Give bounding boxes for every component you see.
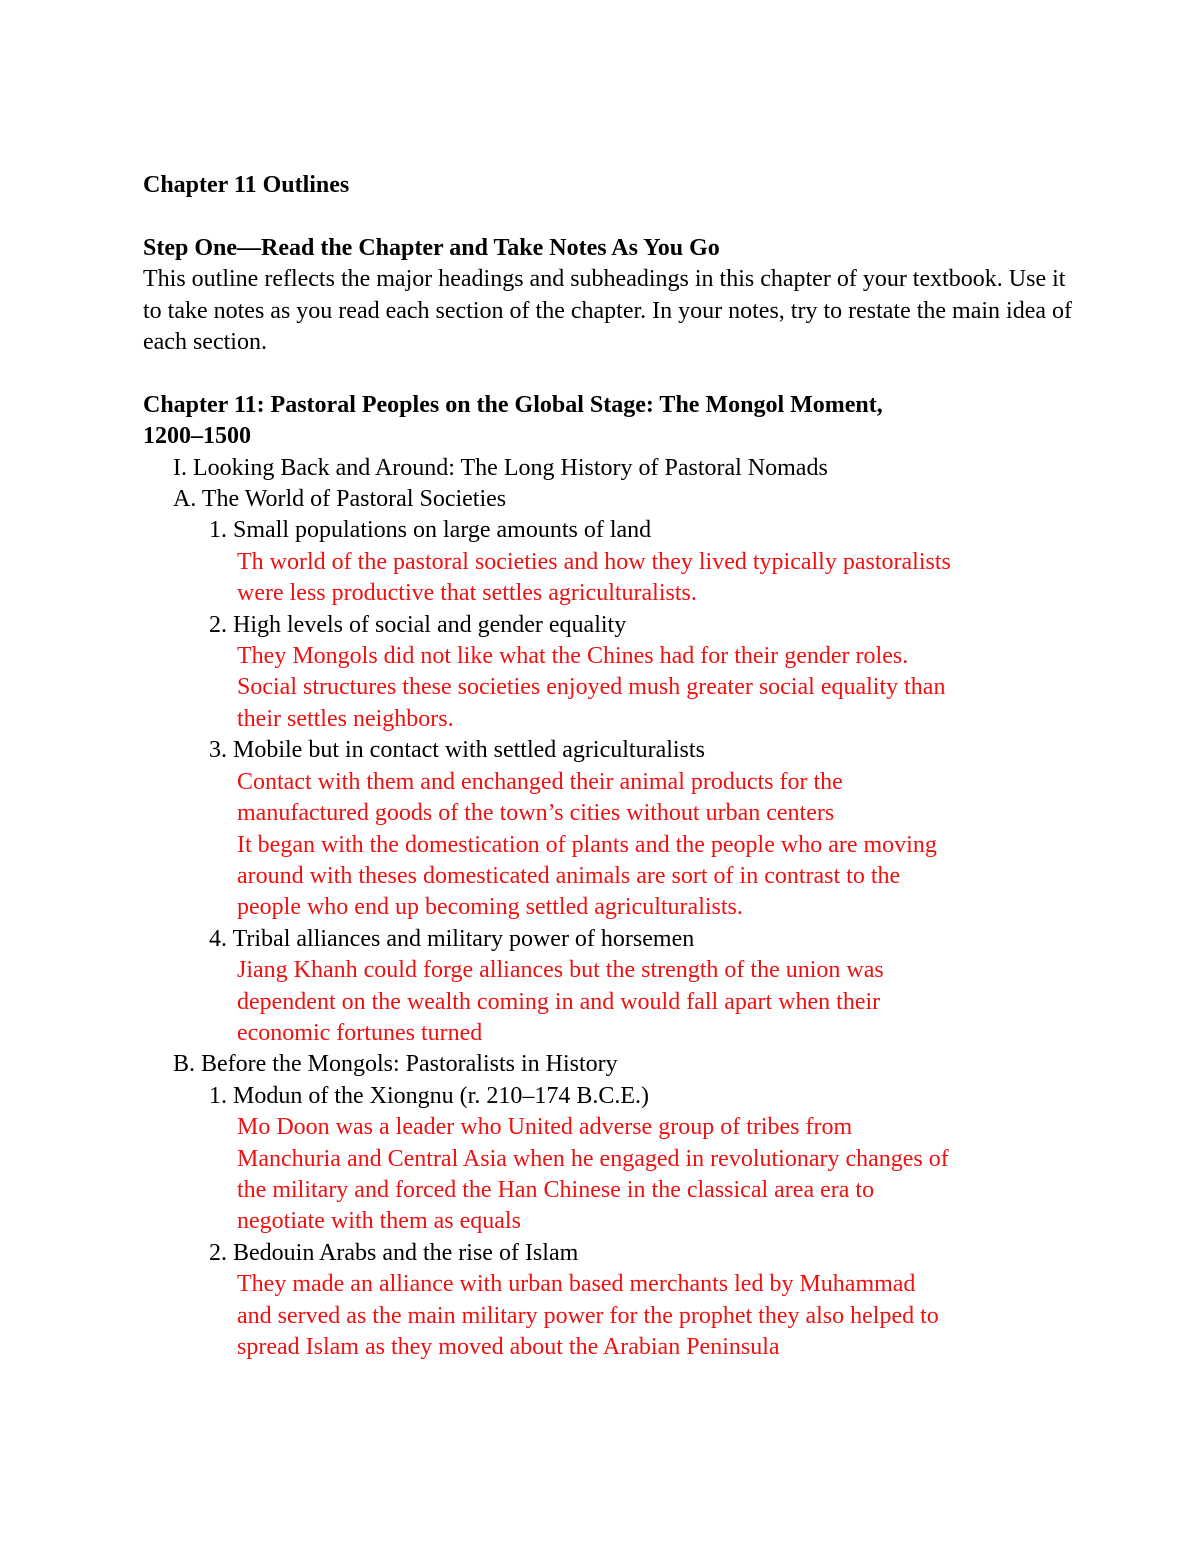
handwritten-note-line: negotiate with them as equals xyxy=(237,1208,521,1235)
handwritten-note-line: people who end up becoming settled agriculturalists. xyxy=(237,894,743,921)
outline-section-a: A. The World of Pastoral Societies xyxy=(173,486,507,513)
handwritten-note-line: and served as the main military power for the prophet they also helped to xyxy=(237,1302,939,1329)
outline-item: 3. Mobile but in contact with settled agriculturalists xyxy=(209,737,705,764)
handwritten-note-line: economic fortunes turned xyxy=(237,1019,483,1046)
spacer xyxy=(143,358,1083,389)
intro-paragraph: This outline reflects the major headings and subheadings in this chapter of your textbook. Use it to take notes as you read each section of the chapter. In your notes, try to restate the main idea of each section. xyxy=(143,266,1073,356)
spacer xyxy=(143,201,1083,232)
handwritten-note-line: dependent on the wealth coming in and would fall apart when their xyxy=(237,988,881,1015)
handwritten-note-line: They Mongols did not like what the Chines had for their gender roles. xyxy=(237,643,909,670)
handwritten-note-line: around with theses domesticated animals are sort of in contrast to the xyxy=(237,862,901,889)
handwritten-note-line: manufactured goods of the town’s cities without urban centers xyxy=(237,800,835,827)
outline-section-i: I. Looking Back and Around: The Long History of Pastoral Nomads xyxy=(173,454,828,481)
outline-item: 1. Modun of the Xiongnu (r. 210–174 B.C.E.) xyxy=(209,1082,649,1109)
outline-item: 1. Small populations on large amounts of land xyxy=(209,517,652,544)
handwritten-note-line: It began with the domestication of plants and the people who are moving xyxy=(237,831,937,858)
outline-item: 2. Bedouin Arabs and the rise of Islam xyxy=(209,1239,579,1266)
document-page xyxy=(143,170,1083,1363)
step-heading: Step One—Read the Chapter and Take Notes As You Go xyxy=(143,234,720,261)
chapter-heading-line-1: Chapter 11: Pastoral Peoples on the Global Stage: The Mongol Moment, xyxy=(143,391,883,418)
handwritten-note-line: were less productive that settles agriculturalists. xyxy=(237,580,697,607)
handwritten-note-line: their settles neighbors. xyxy=(237,705,454,732)
chapter-heading-line-2: 1200–1500 xyxy=(143,423,251,450)
handwritten-note-line: Mo Doon was a leader who United adverse group of tribes from xyxy=(237,1114,853,1141)
outline-section-b: B. Before the Mongols: Pastoralists in History xyxy=(173,1051,618,1078)
section-b-items xyxy=(143,1081,1083,1364)
handwritten-note-line: the military and forced the Han Chinese in the classical area era to xyxy=(237,1176,875,1203)
handwritten-note-line: Manchuria and Central Asia when he engaged in revolutionary changes of xyxy=(237,1145,949,1172)
outline-item: 2. High levels of social and gender equality xyxy=(209,611,627,638)
handwritten-note-line: Social structures these societies enjoyed mush greater social equality than xyxy=(237,674,946,701)
handwritten-note-line: Contact with them and enchanged their animal products for the xyxy=(237,768,843,795)
handwritten-note-line: They made an alliance with urban based merchants led by Muhammad xyxy=(237,1271,916,1298)
document-title: Chapter 11 Outlines xyxy=(143,172,350,198)
section-a-items xyxy=(143,515,1083,1049)
outline-item: 4. Tribal alliances and military power of horsemen xyxy=(209,925,695,952)
handwritten-note-line: Jiang Khanh could forge alliances but the strength of the union was xyxy=(237,957,884,984)
handwritten-note-line: spread Islam as they moved about the Arabian Peninsula xyxy=(237,1334,780,1360)
handwritten-note-line: Th world of the pastoral societies and how they lived typically pastoralists xyxy=(237,548,951,575)
